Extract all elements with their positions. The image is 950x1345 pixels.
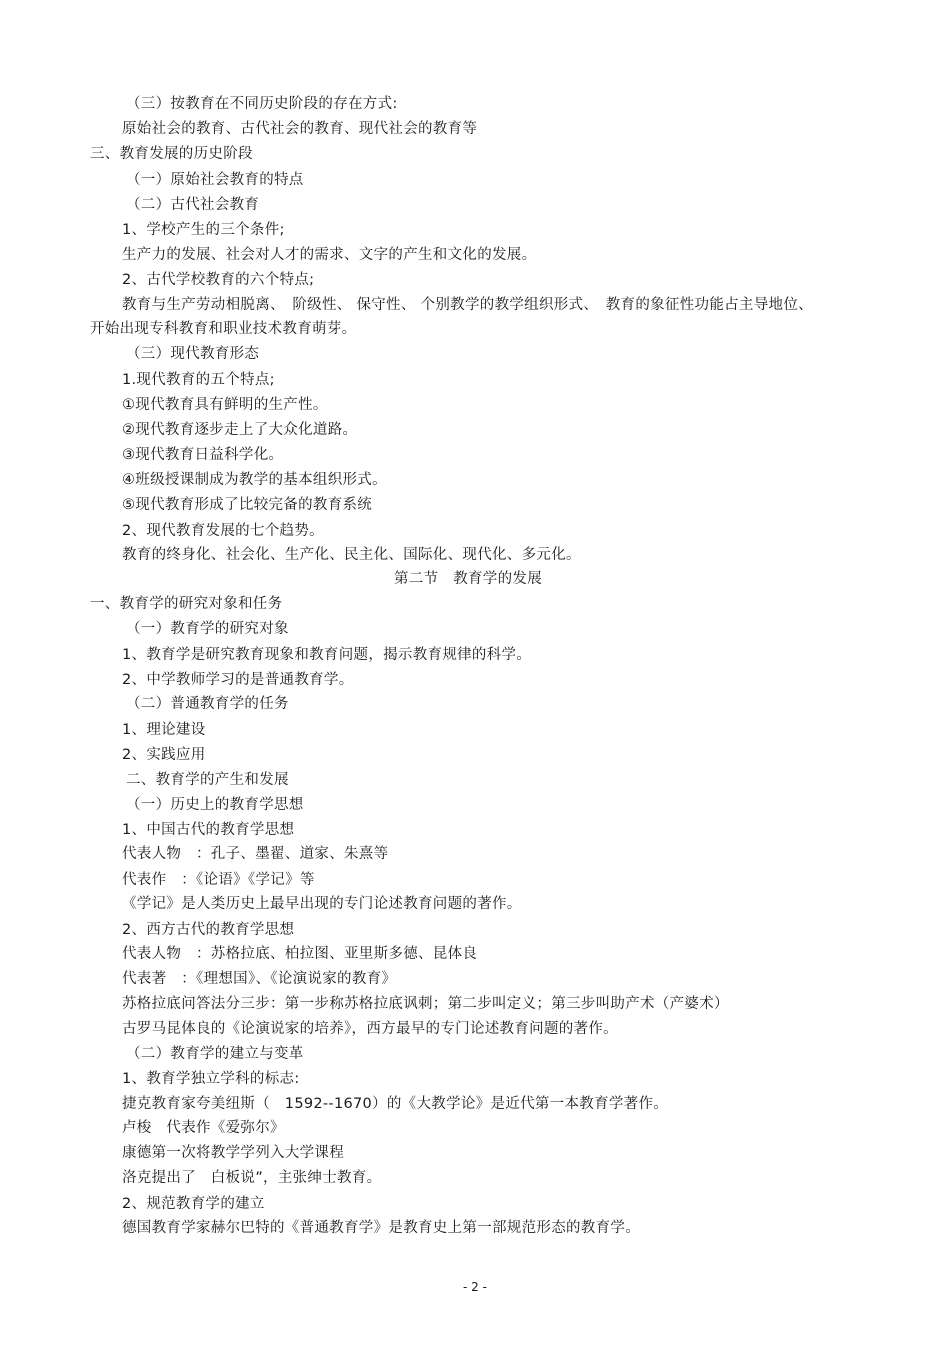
text-line: ④班级授课制成为教学的基本组织形式。 bbox=[122, 472, 387, 488]
text-line: ②现代教育逐步走上了大众化道路。 bbox=[122, 422, 358, 438]
text-line: 2、现代教育发展的七个趋势。 bbox=[122, 523, 324, 539]
section-heading: 一、教育学的研究对象和任务 bbox=[90, 596, 283, 612]
text-line: （一）教育学的研究对象 bbox=[126, 621, 289, 637]
text-line: （二）普通教育学的任务 bbox=[126, 696, 289, 712]
text-line: 代表著 ：《理想国》、《论演说家的教育》 bbox=[122, 971, 397, 987]
text-line: ⑤现代教育形成了比较完备的教育系统 bbox=[122, 497, 373, 513]
text-line: ①现代教育具有鲜明的生产性。 bbox=[122, 397, 328, 413]
text-line: 代表人物 ：苏格拉底、柏拉图、亚里斯多德、昆体良 bbox=[122, 946, 478, 962]
text-line: 1、中国古代的教育学思想 bbox=[122, 822, 295, 838]
chapter-heading: 第二节 教育学的发展 bbox=[394, 571, 542, 587]
section-heading: 三、教育发展的历史阶段 bbox=[90, 146, 253, 162]
text-line: 原始社会的教育、古代社会的教育、现代社会的教育等 bbox=[122, 121, 478, 137]
text-line: 2、古代学校教育的六个特点; bbox=[122, 272, 315, 288]
text-line: 苏格拉底问答法分三步：第一步称苏格拉底讽刺；第二步叫定义；第三步叫助产术（产婆术） bbox=[122, 996, 729, 1012]
text-line: （二）教育学的建立与变革 bbox=[126, 1046, 304, 1062]
text-line: 1、教育学独立学科的标志: bbox=[122, 1071, 300, 1087]
page-number: - 2 - bbox=[463, 1280, 487, 1294]
section-heading: 二、教育学的产生和发展 bbox=[126, 772, 289, 788]
text-line: 德国教育学家赫尔巴特的《普通教育学》是教育史上第一部规范形态的教育学。 bbox=[122, 1220, 640, 1236]
text-line: 教育的终身化、社会化、生产化、民主化、国际化、现代化、多元化。 bbox=[122, 547, 581, 563]
text-line: 2、规范教育学的建立 bbox=[122, 1196, 265, 1212]
text-line: 1.现代教育的五个特点; bbox=[122, 372, 275, 388]
text-line: 《学记》是人类历史上最早出现的专门论述教育问题的著作。 bbox=[122, 896, 522, 912]
text-line: 2、实践应用 bbox=[122, 747, 206, 763]
text-line: 1、理论建设 bbox=[122, 722, 206, 738]
text-line: 教育与生产劳动相脱离、 阶级性、 保守性、 个别教学的教学组织形式、 教育的象征性功能占主导地位、 bbox=[122, 297, 813, 313]
text-line: 生产力的发展、社会对人才的需求、文字的产生和文化的发展。 bbox=[122, 247, 537, 263]
text-line: 洛克提出了 白板说”，主张绅士教育。 bbox=[122, 1170, 382, 1186]
text-line: 古罗马昆体良的《论演说家的培养》，西方最早的专门论述教育问题的著作。 bbox=[122, 1021, 618, 1037]
text-line: 1、教育学是研究教育现象和教育问题，揭示教育规律的科学。 bbox=[122, 647, 532, 663]
text-line: 1、学校产生的三个条件; bbox=[122, 222, 285, 238]
text-line: （一）原始社会教育的特点 bbox=[126, 172, 304, 188]
text-line: ③现代教育日益科学化。 bbox=[122, 447, 284, 463]
text-line: （二）古代社会教育 bbox=[126, 197, 260, 213]
text-line: 捷克教育家夸美纽斯（ 1592--1670）的《大教学论》是近代第一本教育学著作。 bbox=[122, 1096, 669, 1112]
text-line: 卢梭 代表作《爱弥尔》 bbox=[122, 1120, 285, 1136]
text-line: 2、中学教师学习的是普通教育学。 bbox=[122, 672, 354, 688]
text-line: 康德第一次将教学学列入大学课程 bbox=[122, 1145, 344, 1161]
text-line: 开始出现专科教育和职业技术教育萌芽。 bbox=[90, 321, 357, 337]
text-line: （一）历史上的教育学思想 bbox=[126, 797, 304, 813]
text-line: 代表作 ：《论语》《学记》等 bbox=[122, 872, 315, 888]
text-line: 代表人物 ：孔子、墨翟、道家、朱熹等 bbox=[122, 846, 389, 862]
text-line: （三）按教育在不同历史阶段的存在方式: bbox=[126, 96, 398, 112]
text-line: （三）现代教育形态 bbox=[126, 346, 260, 362]
text-line: 2、西方古代的教育学思想 bbox=[122, 922, 295, 938]
